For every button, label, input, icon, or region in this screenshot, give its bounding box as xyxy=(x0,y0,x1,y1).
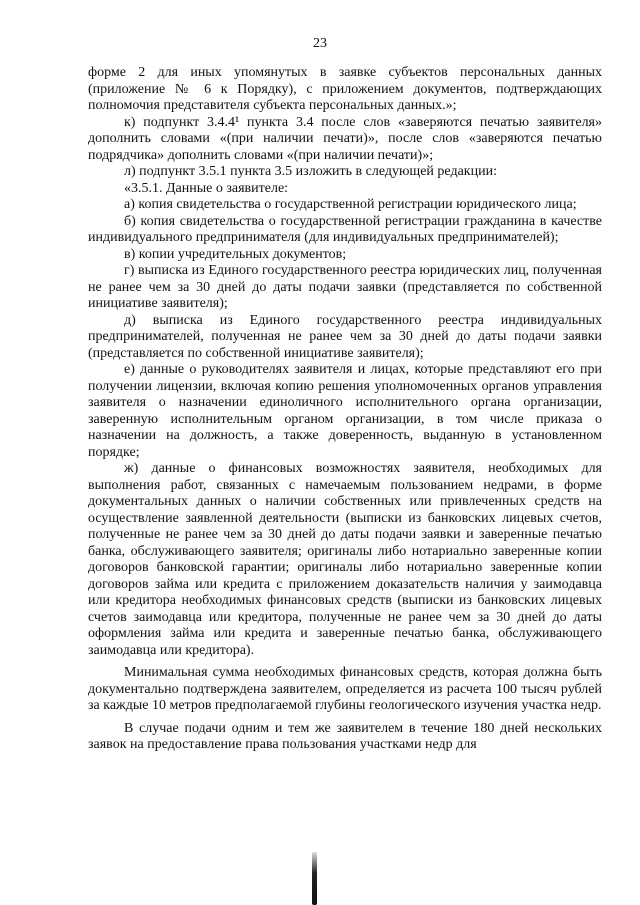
paragraph-continuation: форме 2 для иных упомянутых в заявке субъектов персональных данных (приложение № 6 к Порядку), с приложением документов, подтверждающих полномочия представителя субъекта персональных данных.»; xyxy=(88,65,602,113)
paragraph-item-v: в) копии учредительных документов; xyxy=(124,246,347,262)
paragraph-item-g: г) выписка из Единого государственного реестра юридических лиц, полученная не ранее чем за 30 дней до даты подачи заявки (представляется по собственной инициативе заявителя); xyxy=(88,263,602,311)
paragraph-multiple-applications: В случае подачи одним и тем же заявителем в течение 180 дней нескольких заявок на предоставление права пользования участками недр для xyxy=(88,720,602,752)
paragraph-item-l: л) подпункт 3.5.1 пункта 3.5 изложить в следующей редакции: xyxy=(124,164,497,179)
paragraph-item-e: е) данные о руководителях заявителя и лицах, которые представляют его при получении лицензии, включая копию решения уполномоченных органов управления заявителя о назначении единоличного исполнительного органа организации, заверенную исполнительным органом организации, в том числе приказа о назначении на должность, а также доверенность, выданную в установленном порядке; xyxy=(88,362,602,460)
paragraph-item-zh: ж) данные о финансовых возможностях заявителя, необходимых для выполнения работ, связанных с намечаемым пользованием недрами, в форме документальных данных о наличии собственных или привлеченных средств на осуществление заявленной деятельности (выписки из банковских лицевых счетов, полученные не ранее чем за 30 дней до даты подачи заявки и заверенные печатью банка, обслуживающего заявителя; оригиналы либо нотариально заверенные копии договоров банковской гарантии; оригиналы либо нотариально заверенные копии договоров займа или кредита с приложением доказательств наличия у заимодавца или кредитора необходимых финансовых средств (выписки из банковских лицевых счетов заимодавца или кредитора, полученные не ранее чем за 30 дней до даты оформления займа или кредита и заверенные печатью банка, обслуживающего заимодавца или кредитора). xyxy=(88,461,602,658)
paragraph-minimum-sum: Минимальная сумма необходимых финансовых средств, которая должна быть документально подтверждена заявителем, определяется из расчета 100 тысяч рублей за каждые 10 метров предполагаемой глубины геологического изучения участка недр. xyxy=(88,665,602,713)
paragraph-item-d: д) выписка из Единого государственного реестра индивидуальных предпринимателей, полученная не ранее чем за 30 дней до даты подачи заявки (представляется по собственной инициативе заявителя); xyxy=(88,312,602,361)
paragraph-section-3-5-1: «3.5.1. Данные о заявителе: xyxy=(124,180,289,196)
paragraph-item-k: к) подпункт 3.4.4¹ пункта 3.4 после слов «заверяются печатью заявителя» дополнить словами «(при наличии печати)», после слов «заверяются печатью подрядчика» дополнить словами «(при наличии печати)»; xyxy=(88,114,602,163)
paragraph-item-a: а) копия свидетельства о государственной регистрации юридического лица; xyxy=(124,197,577,212)
scan-artifact-mark xyxy=(312,852,317,905)
paragraph-item-b: б) копия свидетельства о государственной регистрации гражданина в качестве индивидуального предпринимателя (для индивидуальных предпринимателей); xyxy=(88,213,602,245)
page-number: 23 xyxy=(313,36,327,51)
document-body xyxy=(88,65,602,754)
